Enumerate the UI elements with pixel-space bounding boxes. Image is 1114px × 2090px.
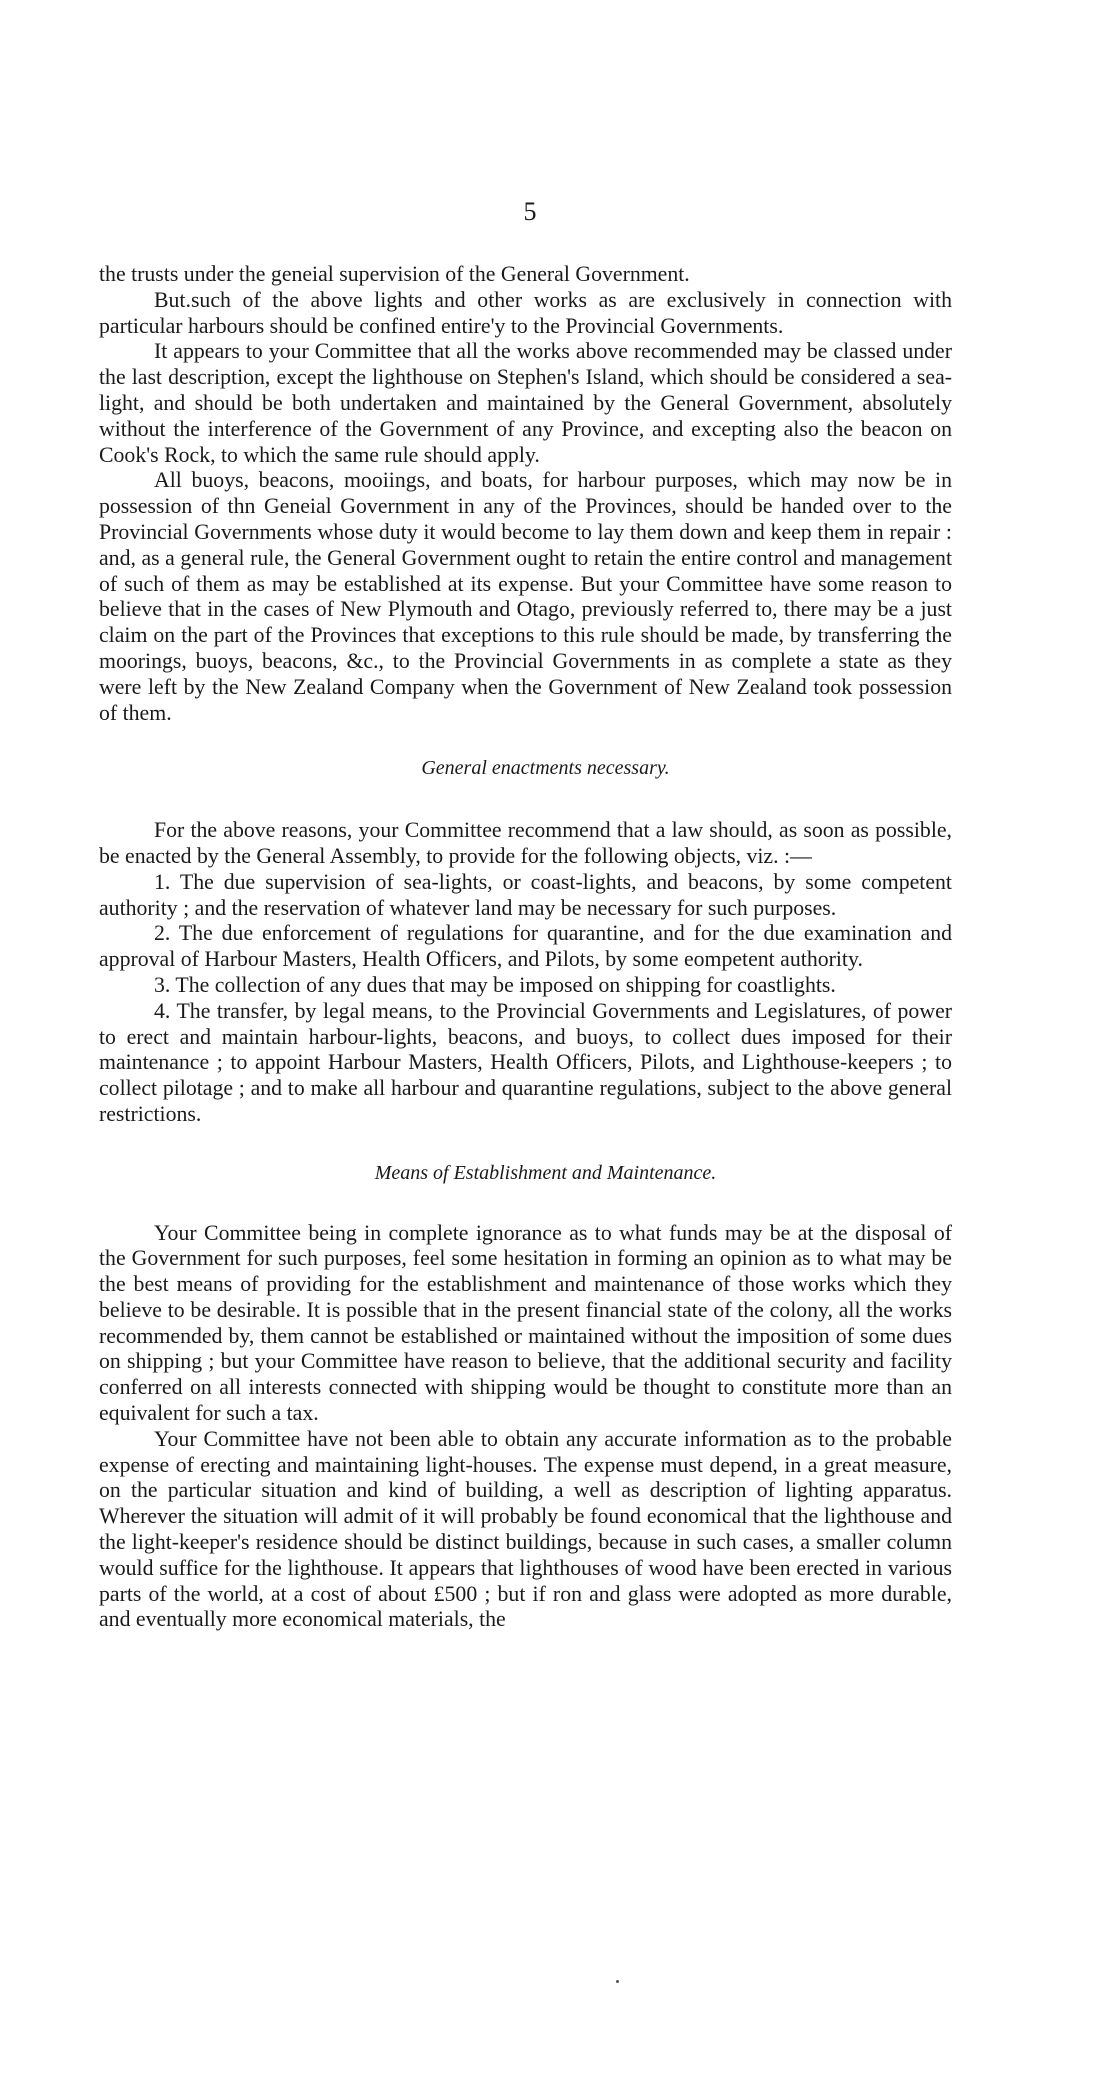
- paragraph: For the above reasons, your Committee recommend that a law should, as soon as possible, be enacted by the General Assembly, to provide for the following objects, viz. :—: [99, 818, 952, 868]
- list-item: 1. The due supervision of sea-lights, or coast-lights, and beacons, by some competent authority ; and the reservation of whatever land may be necessary for such purposes.: [99, 869, 952, 920]
- list-item: 2. The due enforcement of regulations for quarantine, and for the due examination and approval of Harbour Masters, Health Officers, and Pilots, by some eompetent authority.: [99, 921, 952, 972]
- paragraph: Your Committee have not been able to obtain any accurate information as to the probable expense of erecting and maintaining light-houses. The expense must depend, in a great measure, on the particular situation and kind of building, a well as description of lighting apparatus. Wherever the situation will admit of it will probably be found economical that the lighthouse and the light-keeper's residence should be distinct buildings, because in such cases, a smaller column would suffice for the lighthouse. It appears that lighthouses of wood have been erected in various parts of the world, at a cost of about £500 ; but if ron and glass were adopted as more durable, and eventually more economical materials, the: [99, 1426, 952, 1632]
- paragraph: the trusts under the geneial supervision of the General Government.: [99, 262, 690, 286]
- list-item: 4. The transfer, by legal means, to the Provincial Governments and Legislatures, of power to erect and maintain harbour-lights, beacons, and buoys, to collect dues imposed for their maintenance ; to appoint Harbour Masters, Health Officers, Pilots, and Lighthouse-keepers ; to collect pilotage ; and to make all harbour and quarantine regulations, subject to the above general restrictions.: [99, 998, 952, 1126]
- list-item: 3. The collection of any dues that may be imposed on shipping for coastlights.: [154, 972, 836, 997]
- paragraph: But.such of the above lights and other works as are exclusively in connection with particular harbours should be confined entire'y to the Provincial Governments.: [99, 287, 952, 338]
- paragraph: It appears to your Committee that all the works above recommended may be classed under the last description, except the lighthouse on Stephen's Island, which should be considered a sea-light, and should be both undertaken and maintained by the General Government, absolutely without the interference of the Government of any Province, and excepting also the beacon on Cook's Rock, to which the same rule should apply.: [99, 339, 952, 467]
- page-number: 5: [523, 197, 537, 226]
- page-body: [99, 262, 952, 1633]
- section-heading: General enactments necessary.: [421, 757, 670, 780]
- ink-speck: [616, 1980, 619, 1983]
- paragraph: All buoys, beacons, mooiings, and boats, for harbour purposes, which may now be in possession of thn Geneial Government in any of the Provinces, should be handed over to the Provincial Governments whose duty it would become to lay them down and keep them in repair : and, as a general rule, the General Government ought to retain the entire control and management of such of them as may be established at its expense. But your Committee have some reason to believe that in the cases of New Plymouth and Otago, previously referred to, there may be a just claim on the part of the Provinces that exceptions to this rule should be made, by transferring the moorings, buoys, beacons, &c., to the Provincial Governments in as complete a state as they were left by the New Zealand Company when the Government of New Zealand took possession of them.: [99, 468, 952, 725]
- section-heading: Means of Establishment and Maintenance.: [374, 1161, 717, 1184]
- paragraph: Your Committee being in complete ignorance as to what funds may be at the disposal of the Government for such purposes, feel some hesitation in forming an opinion as to what may be the best means of providing for the establishment and maintenance of those works which they believe to be desirable. It is possible that in the present financial state of the colony, all the works recommended by, them cannot be established or maintained without the imposition of some dues on shipping ; but your Committee have reason to believe, that the additional security and facility conferred on all interests connected with shipping would be thought to constitute more than an equivalent for such a tax.: [99, 1220, 952, 1426]
